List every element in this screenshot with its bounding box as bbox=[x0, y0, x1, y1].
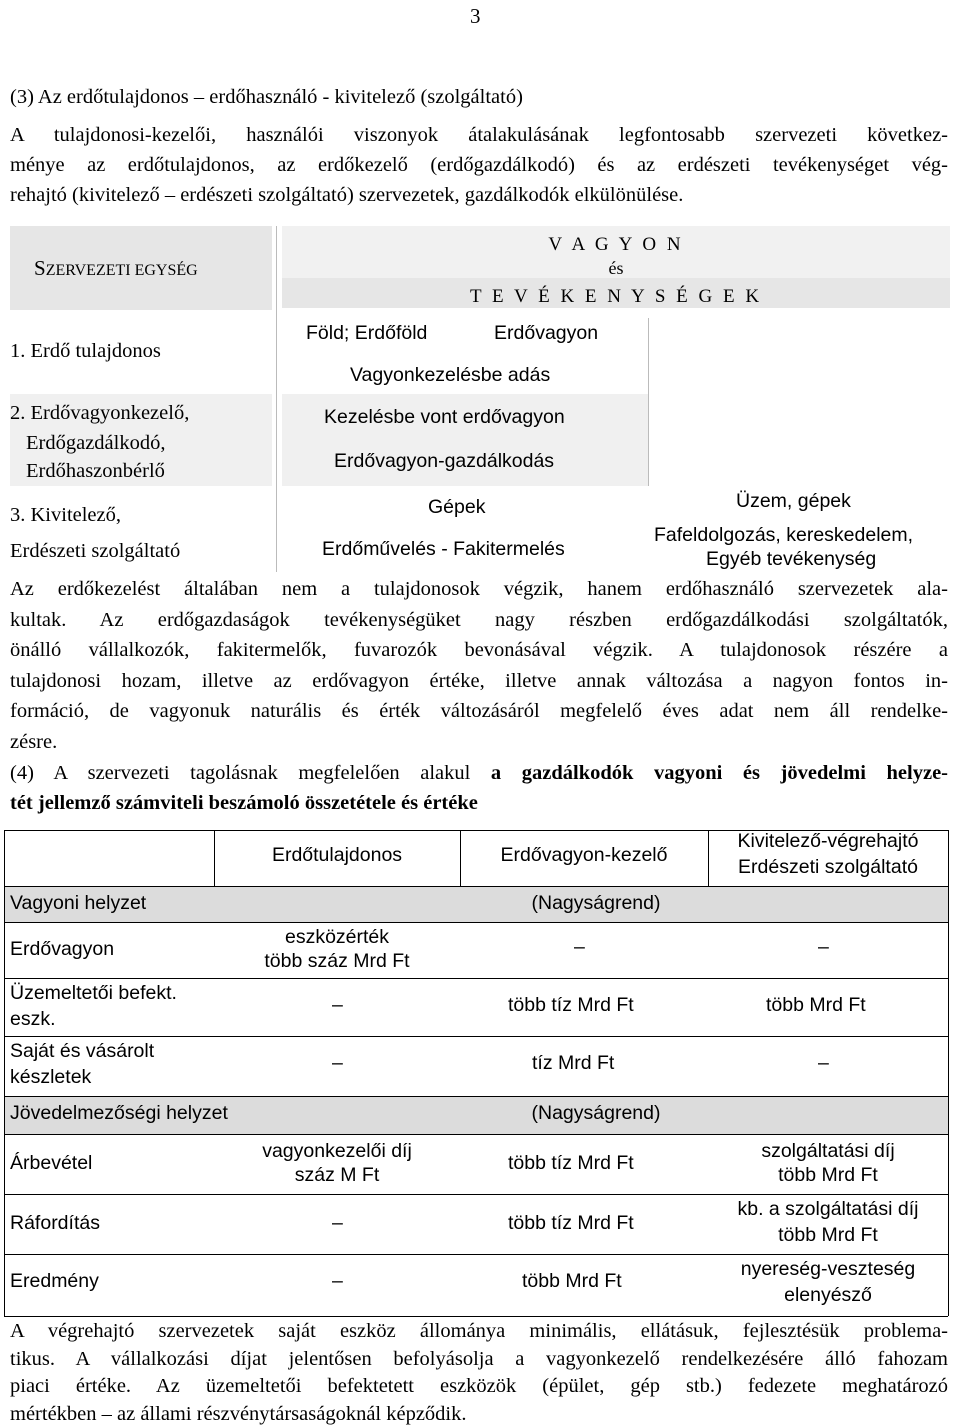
table-border bbox=[4, 1316, 948, 1317]
dash: – bbox=[818, 936, 829, 958]
cell: vagyonkezelői díj bbox=[262, 1140, 412, 1162]
row-keszlet-label-2: készletek bbox=[10, 1066, 92, 1088]
dash: – bbox=[818, 1052, 829, 1074]
section4-plain: (4) A szervezeti tagolásnak megfelelően alakul bbox=[10, 762, 491, 784]
cell: több tíz Mrd Ft bbox=[508, 1212, 634, 1234]
unit3-label-1: 3. Kivitelező, bbox=[10, 504, 122, 526]
row-vagyoni-unit: (Nagyságrend) bbox=[531, 892, 661, 914]
cell: száz M Ft bbox=[294, 1164, 380, 1186]
para2-line: formáció, de vagyonuk naturális és érték változásáról megfelelő éves adat nem áll rendelke- bbox=[10, 700, 948, 722]
unit2-item: Kezelésbe vont erdővagyon bbox=[324, 406, 565, 428]
col-header-manager: Erdővagyon-kezelő bbox=[500, 844, 668, 866]
row-line bbox=[4, 1194, 948, 1195]
para3-line: A végrehajtó szervezetek saját eszköz állománya minimális, ellátásuk, fejlesztésük problema- bbox=[10, 1320, 948, 1342]
cell: eszközérték bbox=[284, 926, 390, 948]
diagram-divider bbox=[648, 318, 649, 486]
unit3-label-2: Erdészeti szolgáltató bbox=[10, 540, 181, 562]
dash: – bbox=[332, 1212, 343, 1234]
cell: kb. a szolgáltatási díj bbox=[737, 1198, 919, 1220]
right-header-2: és bbox=[608, 258, 624, 278]
section3-intro bbox=[10, 120, 948, 210]
section4-heading bbox=[10, 758, 948, 818]
para2-line: zésre. bbox=[10, 730, 58, 753]
row-line bbox=[4, 1254, 948, 1255]
unit3-item: Üzem, gépek bbox=[736, 490, 851, 512]
row-uzem-label-1: Üzemeltetői befekt. bbox=[10, 982, 177, 1004]
cell: több száz Mrd Ft bbox=[264, 950, 410, 972]
intro-line: ménye az erdőtulajdonos, az erdőkezelő (erdőgazdálkodó) és az erdészeti tevékenységet vég- bbox=[10, 154, 948, 176]
intro-line: rehajtó (kivitelező – erdészeti szolgáltató) szervezetek, gazdálkodók elkülönülése. bbox=[10, 184, 684, 206]
unit2-label-1: 2. Erdővagyonkezelő, bbox=[10, 402, 190, 424]
cell: elenyésző bbox=[784, 1284, 872, 1306]
paragraph-3 bbox=[10, 1318, 948, 1428]
table-border bbox=[4, 830, 5, 1316]
cell: több Mrd Ft bbox=[522, 1270, 622, 1292]
unit2-label-2: Erdőgazdálkodó, bbox=[26, 432, 166, 454]
row-arbevetel-label: Árbevétel bbox=[10, 1152, 93, 1174]
row-eredmeny-label: Eredmény bbox=[10, 1270, 99, 1292]
cell: több Mrd Ft bbox=[766, 994, 866, 1016]
para2-line: önálló vállalkozók, fakitermelők, fuvarozók bevonásával végzik. A tulajdonosok részére a bbox=[10, 639, 948, 661]
cell: több Mrd Ft bbox=[778, 1224, 878, 1246]
unit1-item: Vagyonkezelésbe adás bbox=[350, 364, 551, 386]
unit3-item: Egyéb tevékenység bbox=[706, 548, 877, 570]
para3-line: tikus. A vállalkozási díjat jelentősen befolyásolja a vagyonkezelő rendelkezésére álló fahozam bbox=[10, 1347, 948, 1370]
dash: – bbox=[332, 1270, 343, 1292]
row-uzem-label-2: eszk. bbox=[10, 1008, 56, 1030]
para2-line: kultak. Az erdőgazdaságok tevékenységüket nagy részben erdőgazdálkodási szolgáltatók, bbox=[10, 608, 948, 631]
row-line bbox=[4, 1036, 948, 1037]
row-line bbox=[4, 1134, 948, 1135]
para3-line: piaci értéke. Az üzemeltetői befektetett eszközök (épület, gép stb.) fedezete meghatározó bbox=[10, 1375, 948, 1397]
page-number: 3 bbox=[470, 4, 481, 28]
row-vagyoni-label: Vagyoni helyzet bbox=[10, 892, 147, 914]
row-line bbox=[4, 886, 948, 887]
left-header-rest: ZERVEZETI EGYSÉG bbox=[45, 262, 198, 279]
col-header-contractor-2: Erdészeti szolgáltató bbox=[738, 856, 918, 878]
cell: több Mrd Ft bbox=[778, 1164, 878, 1186]
row-jovedelem-unit: (Nagyságrend) bbox=[531, 1102, 661, 1124]
col-header-owner: Erdőtulajdonos bbox=[271, 844, 403, 866]
col-header-contractor-1: Kivitelező-végrehajtó bbox=[737, 830, 919, 852]
row-keszlet-label-1: Saját és vásárolt bbox=[10, 1040, 155, 1062]
para2-line: Az erdőkezelést általában nem a tulajdonosok végzik, hanem erdőhasználó szervezetek ala- bbox=[10, 578, 948, 600]
unit3-item: Gépek bbox=[428, 496, 486, 518]
table-border bbox=[948, 830, 949, 1316]
diagram-divider bbox=[276, 226, 277, 572]
dash: – bbox=[332, 1052, 343, 1074]
cell: szolgáltatási díj bbox=[761, 1140, 895, 1162]
cell: nyereség-veszteség bbox=[740, 1258, 916, 1280]
right-header-3: T E V É K E N Y S É G E K bbox=[469, 286, 763, 307]
unit3-item: Erdőművelés - Fakitermelés bbox=[322, 538, 565, 560]
para3-line: mértékben – az állami részvénytársaságoknál képződik. bbox=[10, 1402, 467, 1425]
unit2-label-3: Erdőhaszonbérlő bbox=[26, 460, 165, 482]
dash: – bbox=[332, 994, 343, 1016]
dash: – bbox=[574, 936, 585, 958]
paragraph-2 bbox=[10, 574, 948, 757]
row-raforditas-label: Ráfordítás bbox=[10, 1212, 100, 1234]
unit3-item: Fafeldolgozás, kereskedelem, bbox=[654, 524, 914, 546]
para2-line: tulajdonosi hozam, illetve az erdővagyon értéke, illetve annak változása a nagyon fontos in- bbox=[10, 669, 948, 692]
row-line bbox=[4, 922, 948, 923]
row-line bbox=[4, 978, 948, 979]
cell: több tíz Mrd Ft bbox=[508, 1152, 634, 1174]
row-line bbox=[4, 1096, 948, 1097]
section4-bold: a gazdálkodók vagyoni és jövedelmi helyze- bbox=[490, 762, 948, 784]
section4-bold-2: tét jellemző számviteli beszámoló összetétele és értéke bbox=[10, 792, 478, 814]
intro-line: A tulajdonosi-kezelői, használói viszonyok átalakulásának legfontosabb szervezeti következ- bbox=[10, 124, 948, 146]
row-jovedelem-label: Jövedelmezőségi helyzet bbox=[10, 1102, 228, 1124]
unit1-item: Erdővagyon bbox=[494, 322, 599, 344]
cell: több tíz Mrd Ft bbox=[508, 994, 634, 1016]
section3-heading: (3) Az erdőtulajdonos – erdőhasználó - kivitelező (szolgáltató) bbox=[10, 86, 523, 108]
unit1-item: Föld; Erdőföld bbox=[306, 322, 428, 344]
left-header: SZERVEZETI EGYSÉG bbox=[34, 256, 198, 280]
right-header-1: V A G Y O N bbox=[548, 234, 684, 255]
unit2-item: Erdővagyon-gazdálkodás bbox=[334, 450, 555, 472]
row-erdovagyon-label: Erdővagyon bbox=[10, 938, 115, 960]
cell: tíz Mrd Ft bbox=[532, 1052, 615, 1074]
unit1-label: 1. Erdő tulajdonos bbox=[10, 340, 161, 362]
